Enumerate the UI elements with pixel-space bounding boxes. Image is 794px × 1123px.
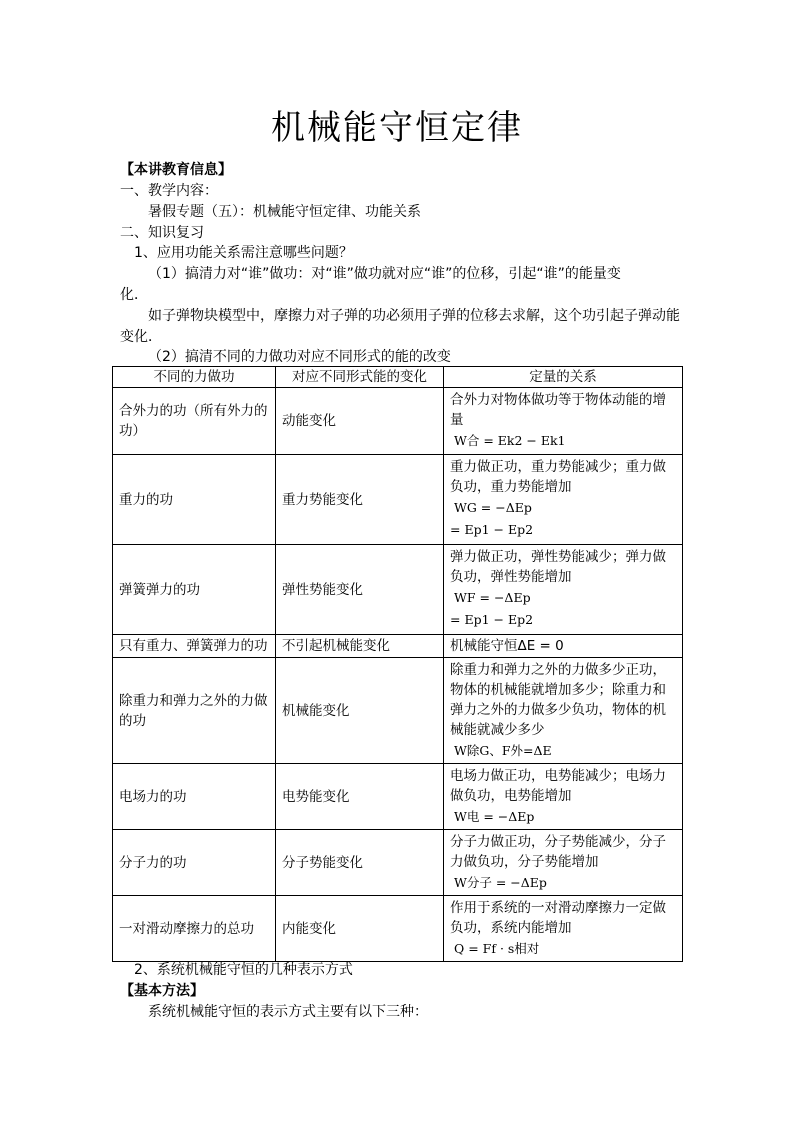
relation-text: 分子力做正功，分子势能减少，分子力做负功，分子势能增加 [450, 834, 666, 870]
cell-energy: 电势能变化 [276, 764, 444, 830]
formula: W分子 = −ΔEp [454, 875, 547, 890]
table-row [113, 388, 683, 455]
cell-force: 分子力的功 [113, 830, 276, 896]
table-row [113, 896, 683, 962]
cell-relation [444, 455, 683, 545]
formula: W合 = Ek2 − Ek1 [454, 433, 566, 448]
table-row [113, 545, 683, 635]
table-header-row [113, 367, 683, 388]
item2-heading: 二、知识复习 [120, 225, 204, 241]
formula: Q = Ff · s相对 [454, 941, 540, 956]
cell-relation [444, 764, 683, 830]
relation-text: 除重力和弹力之外的力做多少正功，物体的机械能就增加多少；除重力和弹力之外的力做多少负功，物体的机械能就减少多少 [450, 662, 666, 738]
cell-relation [444, 896, 683, 962]
relation-text: 合外力对物体做功等于物体动能的增量 [450, 392, 666, 428]
table-row [113, 764, 683, 830]
cell-relation [444, 388, 683, 455]
relation-text: 电场力做正功，电势能减少；电场力做负功，电势能增加 [450, 768, 666, 804]
cell-force: 一对滑动摩擦力的总功 [113, 896, 276, 962]
table-row [113, 455, 683, 545]
table-row [113, 658, 683, 764]
relation-text: 作用于系统的一对滑动摩擦力一定做负功，系统内能增加 [450, 900, 666, 936]
cell-energy: 弹性势能变化 [276, 545, 444, 635]
paragraph-3: （2）搞清不同的力做功对应不同形式的能的改变 [148, 349, 451, 365]
table-row [113, 830, 683, 896]
item1-heading: 一、教学内容： [120, 183, 218, 199]
cell-relation [444, 830, 683, 896]
cell-force: 只有重力、弹簧弹力的功 [113, 635, 276, 658]
header-relation: 定量的关系 [444, 367, 683, 388]
formula: WF = −ΔEp [454, 590, 531, 605]
paragraph-2-line-1: 如子弹物块模型中，摩擦力对子弹的功必须用子弹的位移去求解，这个功引起子弹动能 [148, 308, 680, 324]
header-force: 不同的力做功 [113, 367, 276, 388]
cell-energy: 动能变化 [276, 388, 444, 455]
header-energy: 对应不同形式能的变化 [276, 367, 444, 388]
page-title: 机械能守恒定律 [271, 108, 523, 148]
paragraph-2-line-2: 变化． [120, 329, 162, 345]
work-energy-table [112, 366, 683, 962]
cell-energy: 内能变化 [276, 896, 444, 962]
cell-force: 弹簧弹力的功 [113, 545, 276, 635]
cell-force: 合外力的功（所有外力的功） [113, 388, 276, 455]
section-info-heading: 【本讲教育信息】 [120, 162, 232, 178]
method-text: 系统机械能守恒的表示方式主要有以下三种： [148, 1004, 428, 1020]
cell-force: 除重力和弹力之外的力做的功 [113, 658, 276, 764]
cell-energy: 机械能变化 [276, 658, 444, 764]
formula: W除G、F外=ΔE [454, 743, 552, 758]
question-1: 1、应用功能关系需注意哪些问题？ [134, 245, 353, 261]
formula: = Ep1 − Ep2 [450, 522, 534, 537]
formula: = Ep1 − Ep2 [450, 612, 534, 627]
cell-force: 电场力的功 [113, 764, 276, 830]
cell-energy: 不引起机械能变化 [276, 635, 444, 658]
paragraph-1-line-2: 化． [120, 287, 148, 303]
relation-text: 重力做正功，重力势能减少；重力做负功，重力势能增加 [450, 459, 666, 495]
item1-content: 暑假专题（五）：机械能守恒定律、功能关系 [148, 204, 421, 220]
relation-text: 弹力做正功，弹性势能减少；弹力做负功，弹性势能增加 [450, 549, 666, 585]
cell-force: 重力的功 [113, 455, 276, 545]
formula: W电 = −ΔEp [454, 809, 535, 824]
table-row [113, 635, 683, 658]
cell-relation: 机械能守恒ΔE = 0 [444, 635, 683, 658]
cell-energy: 分子势能变化 [276, 830, 444, 896]
cell-relation [444, 545, 683, 635]
cell-energy: 重力势能变化 [276, 455, 444, 545]
paragraph-1-line-1: （1）搞清力对“谁”做功：对“谁”做功就对应“谁”的位移，引起“谁”的能量变 [148, 266, 621, 282]
method-heading: 【基本方法】 [120, 983, 204, 999]
question-2: 2、系统机械能守恒的几种表示方式 [134, 962, 353, 978]
cell-relation [444, 658, 683, 764]
formula: WG = −ΔEp [454, 500, 532, 515]
